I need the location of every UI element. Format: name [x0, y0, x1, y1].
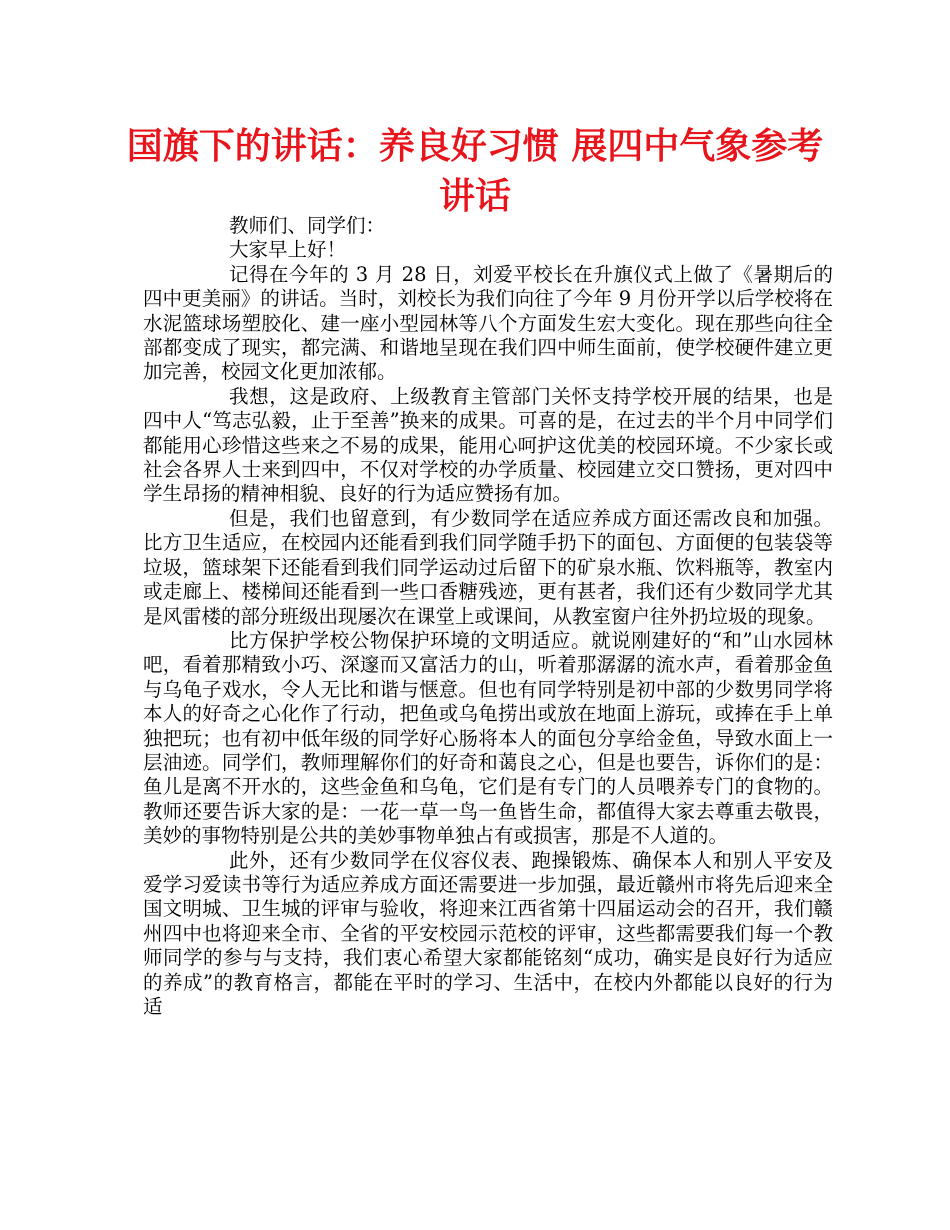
body-paragraph: 我想，这是政府、上级教育主管部门关怀支持学校开展的结果，也是四中人“笃志弘毅，止于至善”换来的成果。可喜的是，在过去的半个月中同学们都能用心珍惜这些来之不易的成果，能用心呵护这优美的校园环境。不少家长或社会各界人士来到四中，不仅对学校的办学质量、校园建立交口赞扬，更对四中学生昂扬的精神相貌、良好的行为适应赞扬有加。	[143, 384, 833, 506]
body-paragraph: 比方保护学校公物保护环境的文明适应。就说刚建好的“和”山水园林吧，看着那精致小巧、深邃而又富活力的山，听着那潺潺的流水声，看着那金鱼与乌龟子戏水，令人无比和谐与惬意。但也有同学特别是初中部的少数男同学将本人的好奇之心化作了行动，把鱼或乌龟捞出或放在地面上游玩，或捧在手上单独把玩；也有初中低年级的同学好心肠将本人的面包分享给金鱼，导致水面上一层油迹。同学们，教师理解你们的好奇和蔼良之心，但是也要告，诉你们的是：鱼儿是离不开水的，这些金鱼和乌龟，它们是有专门的人员喂养专门的食物的。教师还要告诉大家的是：一花一草一鸟一鱼皆生命，都值得大家去尊重去敬畏，美妙的事物特别是公共的美妙事物单独占有或损害，那是不人道的。	[143, 628, 833, 848]
body-paragraph: 记得在今年的 3 月 28 日，刘爱平校长在升旗仪式上做了《暑期后的四中更美丽》的讲话。当时，刘校长为我们向往了今年 9 月份开学以后学校将在水泥篮球场塑胶化、建一座小型园林等八个方面发生宏大变化。现在那些向往全部都变成了现实，都完满、和谐地呈现在我们四中师生面前，使学校硬件建立更加完善，校园文化更加浓郁。	[143, 262, 833, 384]
greeting-line: 大家早上好！	[229, 238, 347, 262]
greeting-paragraph: 教师们、同学们：	[229, 214, 386, 237]
body-paragraph: 但是，我们也留意到，有少数同学在适应养成方面还需改良和加强。比方卫生适应，在校园内还能看到我们同学随手扔下的面包、方面便的包装袋等垃圾，篮球架下还能看到我们同学运动过后留下的矿泉水瓶、饮料瓶等，教室内或走廊上、楼梯间还能看到一些口香糖残迹，更有甚者，我们还有少数同学尤其是风雷楼的部分班级出现屡次在课堂上或课间，从教室窗户往外扔垃圾的现象。	[143, 506, 833, 628]
document-title: 国旗下的讲话：养良好习惯 展四中气象参考讲话	[126, 126, 824, 217]
document-body	[143, 214, 833, 1019]
body-paragraph: 此外，还有少数同学在仪容仪表、跑操锻炼、确保本人和别人平安及爱学习爱读书等行为适应养成方面还需要进一步加强，最近赣州市将先后迎来全国文明城、卫生城的评审与验收，将迎来江西省第十四届运动会的召开，我们赣州四中也将迎来全市、全省的平安校园示范校的评审，这些都需要我们每一个教师同学的参与与支持，我们衷心希望大家都能铭刻“成功，确实是良好行为适应的养成”的教育格言，都能在平时的学习、生活中，在校内外都能以良好的行为适	[143, 848, 833, 1018]
